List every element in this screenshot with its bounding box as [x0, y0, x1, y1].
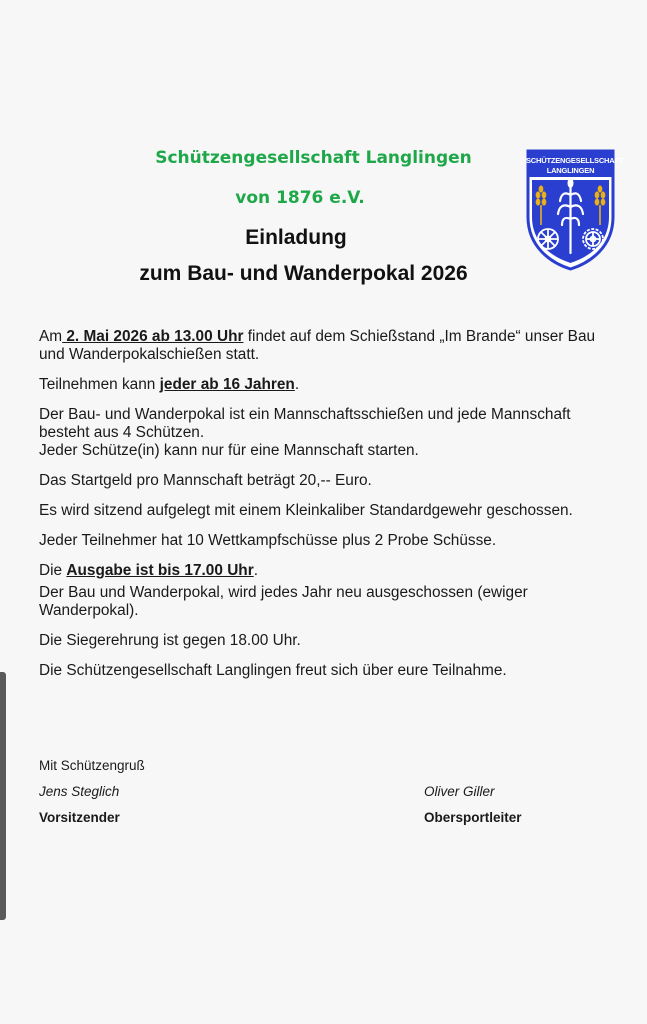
eligibility-emphasis: jeder ab 16 Jahren	[159, 376, 295, 393]
document-title: Einladung	[245, 226, 347, 249]
paragraph-eligibility	[39, 376, 599, 394]
signatory-left-role: Vorsitzender	[39, 810, 120, 825]
crest-label-line1: SCHÜTZENGESELLSCHAFT	[526, 156, 624, 165]
signatory-right-role: Obersportleiter	[424, 810, 522, 825]
text-segment: findet auf dem Schießstand „Im Brande“ unser Bau und Wanderpokalschießen statt.	[39, 328, 596, 363]
organization-founded: von 1876 e.V.	[235, 188, 365, 208]
paragraph-trophy: Der Bau und Wanderpokal, wird jedes Jahr neu ausgeschossen (ewiger Wanderpokal).	[39, 584, 528, 619]
text-segment: Teilnehmen kann	[39, 376, 160, 393]
paragraph-closing: Die Schützengesellschaft Langlingen freut sich über eure Teilnahme.	[39, 662, 507, 679]
text-segment: Die	[39, 562, 67, 579]
greeting: Mit Schützengruß	[39, 758, 145, 773]
text-segment: .	[294, 376, 300, 393]
signatory-left-name: Jens Steglich	[39, 784, 120, 799]
text-segment: Am	[39, 328, 63, 345]
paragraph-shots: Jeder Teilnehmer hat 10 Wettkampfschüsse plus 2 Probe Schüsse.	[39, 532, 497, 549]
scroll-indicator[interactable]	[0, 672, 6, 920]
paragraph-ceremony: Die Siegerehrung ist gegen 18.00 Uhr.	[39, 632, 301, 649]
signatory-right-name: Oliver Giller	[424, 784, 495, 799]
invitation-body	[39, 328, 599, 692]
paragraph-teams	[39, 406, 599, 460]
paragraph-deadline	[39, 562, 599, 580]
club-crest-logo	[526, 149, 624, 271]
crest-label-line2: LANGLINGEN	[546, 166, 595, 175]
text-segment: Jeder Schütze(in) kann nur für eine Mannschaft starten.	[39, 442, 419, 459]
paragraph-fee: Das Startgeld pro Mannschaft beträgt 20,-- Euro.	[39, 472, 372, 489]
paragraph-date	[39, 328, 599, 364]
event-date-emphasis: 2. Mai 2026 ab 13.00 Uhr	[62, 328, 244, 345]
deadline-emphasis: Ausgabe ist bis 17.00 Uhr	[66, 562, 254, 579]
paragraph-rifle: Es wird sitzend aufgelegt mit einem Kleinkaliber Standardgewehr geschossen.	[39, 502, 573, 519]
organization-name: Schützengesellschaft Langlingen	[155, 148, 472, 168]
text-segment: Der Bau- und Wanderpokal ist ein Mannschaftsschießen und jede Mannschaft besteht aus 4 Schützen.	[39, 406, 571, 441]
text-segment: .	[253, 562, 258, 579]
document-subtitle: zum Bau- und Wanderpokal 2026	[139, 262, 468, 285]
